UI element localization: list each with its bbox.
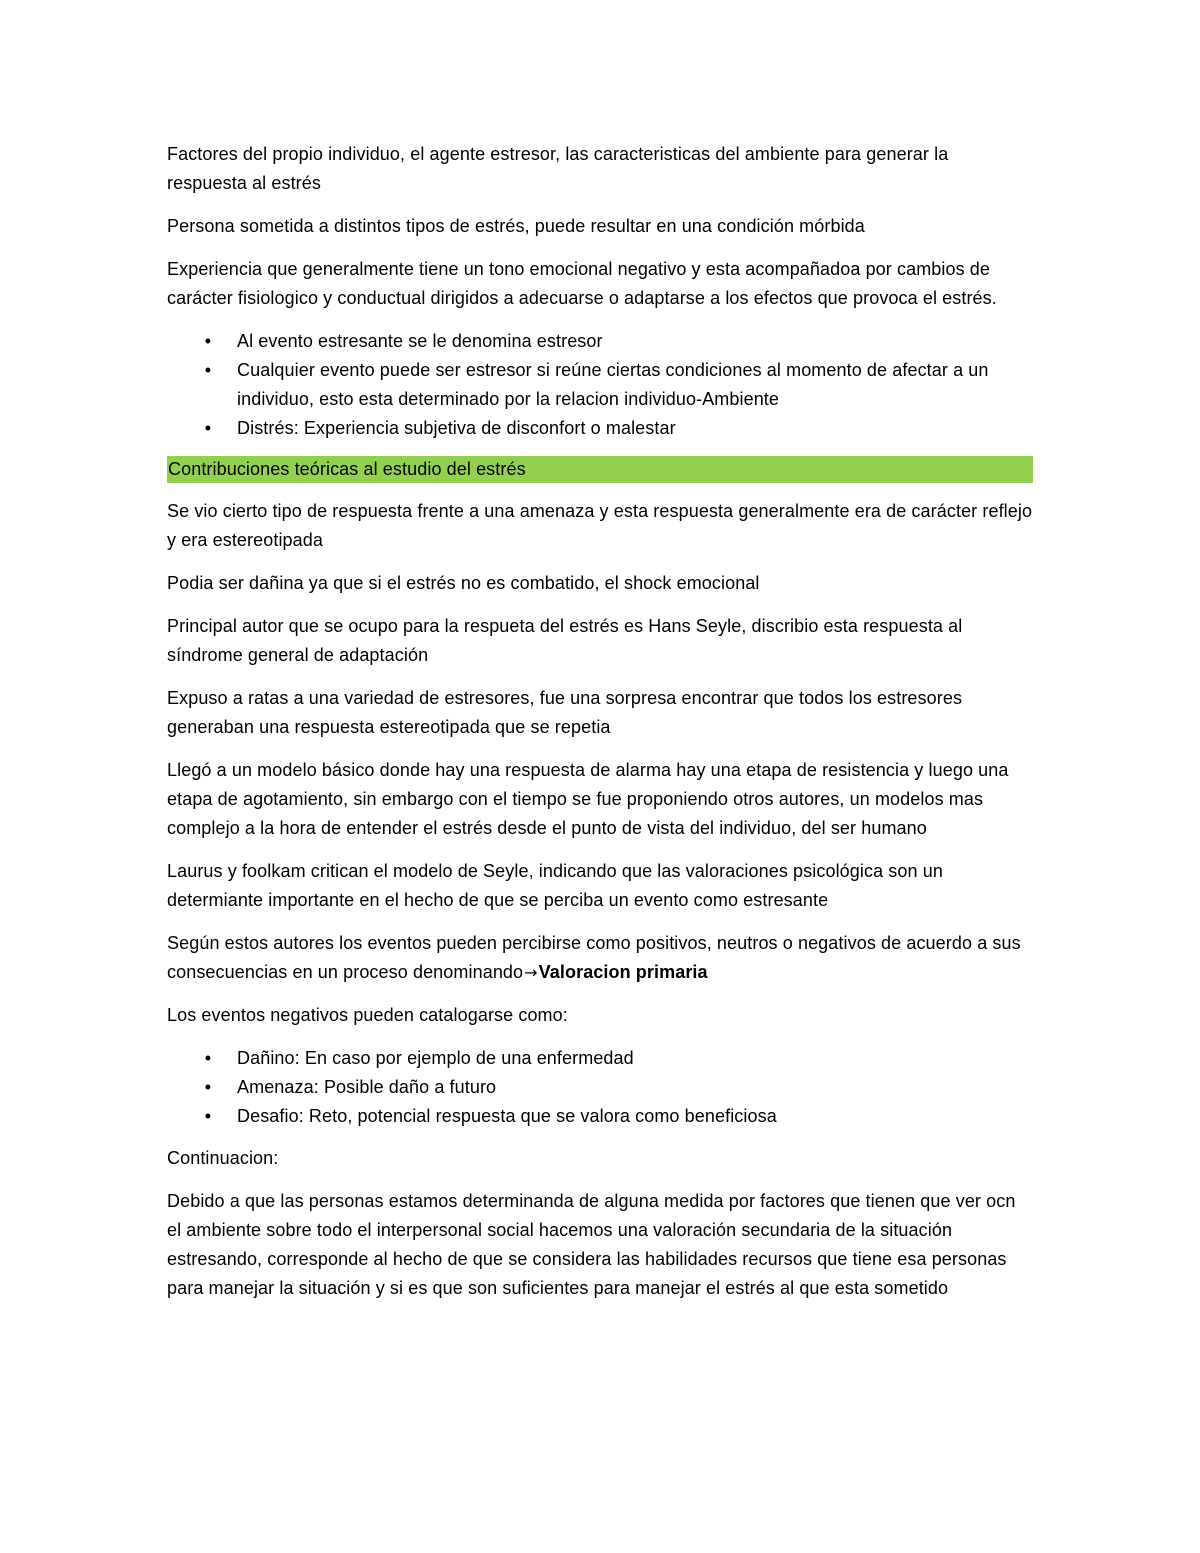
valoracion-primaria-term: Valoracion primaria: [538, 962, 708, 982]
list-item-text: Dañino: En caso por ejemplo de una enfermedad: [237, 1048, 634, 1068]
paragraph-persona-sometida: Persona sometida a distintos tipos de estrés, puede resultar en una condición mórbida: [167, 216, 865, 236]
list-item: [167, 327, 1033, 356]
arrow-right-icon: →: [524, 963, 538, 982]
paragraph-modelo-basico: Llegó a un modelo básico donde hay una respuesta de alarma hay una etapa de resistencia y luego una etapa de agotamiento, sin embargo con el tiempo se fue proponiendo otros autores, un modelos mas complejo a la hora de entender el estrés desde el punto de vista del individuo, del ser humano: [167, 760, 1009, 838]
section-heading: [167, 456, 1033, 483]
bullet-list-estresor: [167, 327, 1033, 443]
bullet-icon: •: [204, 1077, 212, 1097]
list-item-text: Al evento estresante se le denomina estresor: [237, 331, 603, 351]
paragraph-factores: Factores del propio individuo, el agente estresor, las caracteristicas del ambiente para generar la respuesta al estrés: [167, 144, 949, 193]
paragraph-eventos-negativos: Los eventos negativos pueden catalogarse como:: [167, 1005, 568, 1025]
list-item-text: Amenaza: Posible daño a futuro: [237, 1077, 497, 1097]
bullet-list-eventos: [167, 1044, 1033, 1131]
list-item-text: Cualquier evento puede ser estresor si reúne ciertas condiciones al momento de afectar a un individuo, esto esta determinado por la relacion individuo-Ambiente: [237, 360, 989, 409]
list-item: [167, 1044, 1033, 1073]
bullet-icon: •: [204, 360, 212, 380]
paragraph-continuacion: Continuacion:: [167, 1148, 279, 1168]
bullet-icon: •: [204, 418, 212, 438]
bullet-icon: •: [204, 1106, 212, 1126]
paragraph-valoracion-primaria: [167, 929, 1033, 987]
list-item: [167, 1102, 1033, 1131]
paragraph-podia-ser-danina: Podia ser dañina ya que si el estrés no es combatido, el shock emocional: [167, 573, 760, 593]
paragraph-experiencia: Experiencia que generalmente tiene un tono emocional negativo y esta acompañadoa por cambios de carácter fisiologico y conductual dirigidos a adecuarse o adaptarse a los efectos que provoca el estrés.: [167, 259, 997, 308]
document-body: [167, 140, 1033, 1317]
paragraph-hans-seyle: Principal autor que se ocupo para la respueta del estrés es Hans Seyle, discribio esta respuesta al síndrome general de adaptación: [167, 616, 963, 665]
bullet-icon: •: [204, 331, 212, 351]
paragraph-ratas: Expuso a ratas a una variedad de estresores, fue una sorpresa encontrar que todos los estresores generaban una respuesta estereotipada que se repetia: [167, 688, 963, 737]
paragraph-valoracion-text: Según estos autores los eventos pueden percibirse como positivos, neutros o negativos de acuerdo a sus consecuencias en un proceso denominando: [167, 933, 1021, 982]
list-item: [167, 414, 1033, 443]
list-item: [167, 356, 1033, 414]
paragraph-valoracion-secundaria: Debido a que las personas estamos determinanda de alguna medida por factores que tienen que ver ocn el ambiente sobre todo el interpersonal social hacemos una valoración secundaria de la situación estresando, corresponde al hecho de que se considera las habilidades recursos que tiene esa personas para manejar la situación y si es que son suficientes para manejar el estrés al que esta sometido: [167, 1191, 1016, 1298]
section-heading-text: Contribuciones teóricas al estudio del estrés: [168, 459, 526, 479]
list-item: [167, 1073, 1033, 1102]
paragraph-respuesta-amenaza: Se vio cierto tipo de respuesta frente a una amenaza y esta respuesta generalmente era de carácter reflejo y era estereotipada: [167, 501, 1033, 550]
list-item-text: Distrés: Experiencia subjetiva de disconfort o malestar: [237, 418, 676, 438]
paragraph-laurus-foolkam: Laurus y foolkam critican el modelo de Seyle, indicando que las valoraciones psicológica son un determiante importante en el hecho de que se perciba un evento como estresante: [167, 861, 943, 910]
list-item-text: Desafio: Reto, potencial respuesta que se valora como beneficiosa: [237, 1106, 777, 1126]
bullet-icon: •: [204, 1048, 212, 1068]
